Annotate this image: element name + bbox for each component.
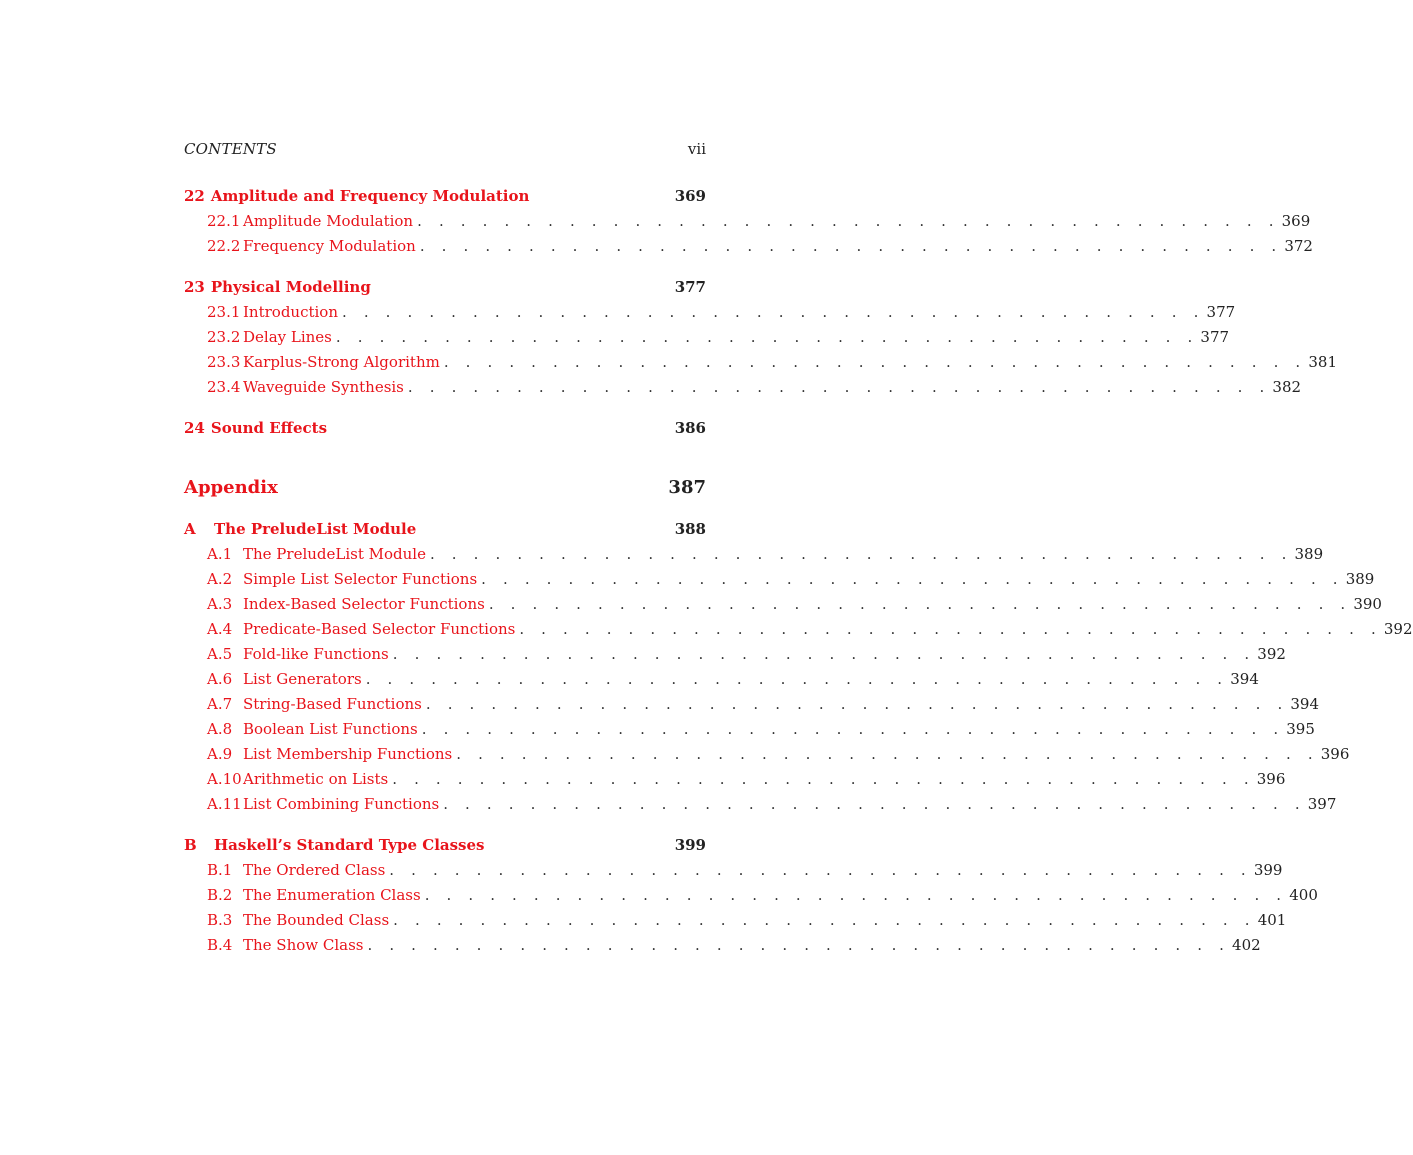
section-page: 392 bbox=[1383, 620, 1413, 638]
chapter-title[interactable]: The PreludeList Module bbox=[214, 520, 417, 538]
section-number: A.8 bbox=[207, 720, 233, 738]
toc-appendix-b bbox=[184, 833, 1318, 958]
leader-dots: . . . . . . . . . . . . . . . . . . . . . . . . . . . . . . . . . . . . . . . . bbox=[481, 570, 1344, 588]
chapter-page: 369 bbox=[674, 187, 706, 205]
section-title[interactable]: The PreludeList Module bbox=[243, 545, 426, 563]
section-title[interactable]: List Generators bbox=[243, 670, 362, 688]
section-entry[interactable] bbox=[184, 209, 1311, 234]
section-entry[interactable] bbox=[184, 667, 1259, 692]
section-number: A.10 bbox=[207, 770, 242, 788]
chapter-title[interactable]: Amplitude and Frequency Modulation bbox=[210, 187, 530, 205]
chapter-number: 23 bbox=[184, 278, 205, 296]
section-entry[interactable] bbox=[184, 717, 1315, 742]
leader-dots: . . . . . . . . . . . . . . . . . . . . . . . . . . . . . . . . . . . . . . . . bbox=[367, 936, 1231, 954]
toc-part-appendix bbox=[184, 473, 706, 503]
section-title[interactable]: The Ordered Class bbox=[243, 861, 386, 879]
section-number: A.2 bbox=[207, 570, 233, 588]
section-number: A.3 bbox=[207, 595, 233, 613]
section-entry[interactable] bbox=[184, 792, 1337, 817]
leader-dots: . . . . . . . . . . . . . . . . . . . . . . . . . . . . . . . . . . . . . . . . bbox=[392, 645, 1256, 663]
section-entry[interactable] bbox=[184, 933, 1261, 958]
leader-dots: . . . . . . . . . . . . . . . . . . . . . . . . . . . . . . . . . . . . . . . . bbox=[424, 886, 1288, 904]
section-title[interactable]: Introduction bbox=[243, 303, 338, 321]
section-page: 394 bbox=[1290, 695, 1320, 713]
section-number: B.4 bbox=[207, 936, 233, 954]
section-page: 377 bbox=[1206, 303, 1236, 321]
section-title[interactable]: String-Based Functions bbox=[243, 695, 422, 713]
section-page: 401 bbox=[1257, 911, 1287, 929]
section-entry[interactable] bbox=[184, 767, 1286, 792]
running-head-page-number: vii bbox=[687, 140, 706, 158]
section-entry[interactable] bbox=[184, 742, 1350, 767]
part-title[interactable]: Appendix bbox=[184, 477, 278, 498]
section-page: 389 bbox=[1294, 545, 1324, 563]
section-page: 400 bbox=[1289, 886, 1318, 904]
section-title[interactable]: Fold-like Functions bbox=[243, 645, 389, 663]
section-title[interactable]: Index-Based Selector Functions bbox=[243, 595, 485, 613]
section-page: 402 bbox=[1232, 936, 1261, 954]
chapter-entry[interactable] bbox=[184, 517, 706, 542]
section-number: B.1 bbox=[207, 861, 233, 879]
section-entry[interactable] bbox=[184, 617, 1413, 642]
section-number: A.9 bbox=[207, 745, 233, 763]
section-page: 394 bbox=[1230, 670, 1259, 688]
section-page: 369 bbox=[1281, 212, 1311, 230]
toc-chapter-23 bbox=[184, 275, 1337, 400]
section-title[interactable]: Frequency Modulation bbox=[243, 237, 416, 255]
chapter-title[interactable]: Physical Modelling bbox=[210, 278, 371, 296]
section-entry[interactable] bbox=[184, 858, 1283, 883]
leader-dots: . . . . . . . . . . . . . . . . . . . . . . . . . . . . . . . . . . . . . . . . bbox=[443, 353, 1307, 371]
leader-dots: . . . . . . . . . . . . . . . . . . . . . . . . . . . . . . . . . . . . . . . . bbox=[392, 770, 1255, 788]
part-page: 387 bbox=[668, 477, 706, 498]
section-page: 395 bbox=[1286, 720, 1315, 738]
chapter-number: 24 bbox=[184, 419, 205, 437]
chapter-page: 388 bbox=[674, 520, 706, 538]
section-title[interactable]: Waveguide Synthesis bbox=[243, 378, 404, 396]
leader-dots: . . . . . . . . . . . . . . . . . . . . . . . . . . . . . . . . . . . . . . . . bbox=[421, 720, 1285, 738]
section-title[interactable]: Predicate-Based Selector Functions bbox=[243, 620, 516, 638]
chapter-number: 22 bbox=[184, 187, 205, 205]
leader-dots: . . . . . . . . . . . . . . . . . . . . . . . . . . . . . . . . . . . . . . . . bbox=[365, 670, 1229, 688]
section-entry[interactable] bbox=[184, 592, 1382, 617]
chapter-entry[interactable] bbox=[184, 833, 706, 858]
section-title[interactable]: The Enumeration Class bbox=[243, 886, 421, 904]
chapter-entry[interactable] bbox=[184, 416, 706, 441]
leader-dots: . . . . . . . . . . . . . . . . . . . . . . . . . . . . . . . . . . . . . . . . bbox=[407, 378, 1271, 396]
leader-dots: . . . . . . . . . . . . . . . . . . . . . . . . . . . . . . . . . . . . . . . . bbox=[342, 303, 1205, 321]
section-number: 23.4 bbox=[207, 378, 241, 396]
section-number: B.2 bbox=[207, 886, 233, 904]
section-number: B.3 bbox=[207, 911, 233, 929]
section-page: 381 bbox=[1308, 353, 1337, 371]
section-title[interactable]: Simple List Selector Functions bbox=[243, 570, 478, 588]
section-entry[interactable] bbox=[184, 300, 1236, 325]
leader-dots: . . . . . . . . . . . . . . . . . . . . . . . . . . . . . . . . . . . . . . . . bbox=[429, 545, 1293, 563]
chapter-title[interactable]: Haskell’s Standard Type Classes bbox=[214, 836, 485, 854]
chapter-title[interactable]: Sound Effects bbox=[210, 419, 328, 437]
section-entry[interactable] bbox=[184, 350, 1337, 375]
section-entry[interactable] bbox=[184, 325, 1230, 350]
chapter-page: 377 bbox=[674, 278, 706, 296]
section-page: 397 bbox=[1307, 795, 1337, 813]
part-entry[interactable] bbox=[184, 473, 706, 503]
section-entry[interactable] bbox=[184, 234, 1313, 259]
leader-dots: . . . . . . . . . . . . . . . . . . . . . . . . . . . . . . . . . . . . . . . . bbox=[443, 795, 1306, 813]
toc-chapter-24 bbox=[184, 416, 706, 441]
section-number: 23.3 bbox=[207, 353, 241, 371]
section-number: A.7 bbox=[207, 695, 233, 713]
section-page: 389 bbox=[1345, 570, 1375, 588]
section-number: 22.2 bbox=[207, 237, 241, 255]
leader-dots: . . . . . . . . . . . . . . . . . . . . . . . . . . . . . . . . . . . . . . . . bbox=[425, 695, 1289, 713]
section-number: A.11 bbox=[207, 795, 242, 813]
section-title[interactable]: The Bounded Class bbox=[243, 911, 390, 929]
leader-dots: . . . . . . . . . . . . . . . . . . . . . . . . . . . . . . . . . . . . . . . . bbox=[417, 212, 1280, 230]
chapter-page: 386 bbox=[674, 419, 706, 437]
leader-dots: . . . . . . . . . . . . . . . . . . . . . . . . . . . . . . . . . . . . . . . . bbox=[419, 237, 1283, 255]
section-entry[interactable] bbox=[184, 908, 1287, 933]
section-page: 396 bbox=[1320, 745, 1350, 763]
leader-dots: . . . . . . . . . . . . . . . . . . . . . . . . . . . . . . . . . . . . . . . . bbox=[389, 861, 1252, 879]
chapter-number: A bbox=[184, 520, 196, 538]
section-title[interactable]: List Membership Functions bbox=[243, 745, 453, 763]
leader-dots: . . . . . . . . . . . . . . . . . . . . . . . . . . . . . . . . . . . . . . . . bbox=[393, 911, 1256, 929]
section-title[interactable]: The Show Class bbox=[243, 936, 364, 954]
chapter-number: B bbox=[184, 836, 197, 854]
leader-dots: . . . . . . . . . . . . . . . . . . . . . . . . . . . . . . . . . . . . . . . . bbox=[488, 595, 1352, 613]
section-entry[interactable] bbox=[184, 642, 1286, 667]
section-page: 396 bbox=[1256, 770, 1286, 788]
chapter-page: 399 bbox=[674, 836, 706, 854]
section-page: 372 bbox=[1284, 237, 1313, 255]
section-entry[interactable] bbox=[184, 567, 1375, 592]
section-title[interactable]: Karplus-Strong Algorithm bbox=[243, 353, 440, 371]
toc-appendix-a bbox=[184, 517, 1413, 817]
leader-dots: . . . . . . . . . . . . . . . . . . . . . . . . . . . . . . . . . . . . . . . . bbox=[519, 620, 1382, 638]
section-entry[interactable] bbox=[184, 692, 1320, 717]
section-entry[interactable] bbox=[184, 542, 1324, 567]
section-number: A.6 bbox=[207, 670, 233, 688]
section-title[interactable]: Boolean List Functions bbox=[243, 720, 418, 738]
section-title[interactable]: Arithmetic on Lists bbox=[243, 770, 389, 788]
chapter-entry[interactable] bbox=[184, 275, 706, 300]
section-title[interactable]: Amplitude Modulation bbox=[243, 212, 414, 230]
section-entry[interactable] bbox=[184, 883, 1318, 908]
leader-dots: . . . . . . . . . . . . . . . . . . . . . . . . . . . . . . . . . . . . . . . . bbox=[456, 745, 1319, 763]
toc-chapter-22 bbox=[184, 184, 1313, 259]
section-number: A.5 bbox=[207, 645, 233, 663]
running-head-title: CONTENTS bbox=[184, 140, 277, 158]
section-number: A.4 bbox=[207, 620, 233, 638]
section-number: 23.1 bbox=[207, 303, 241, 321]
section-page: 392 bbox=[1257, 645, 1286, 663]
section-page: 377 bbox=[1200, 328, 1230, 346]
running-head bbox=[184, 140, 706, 164]
section-page: 399 bbox=[1253, 861, 1283, 879]
section-number: 22.1 bbox=[207, 212, 241, 230]
section-number: 23.2 bbox=[207, 328, 241, 346]
section-entry[interactable] bbox=[184, 375, 1302, 400]
section-page: 382 bbox=[1272, 378, 1302, 396]
section-title[interactable]: List Combining Functions bbox=[243, 795, 440, 813]
section-title[interactable]: Delay Lines bbox=[243, 328, 332, 346]
section-number: A.1 bbox=[207, 545, 233, 563]
chapter-entry[interactable] bbox=[184, 184, 706, 209]
leader-dots: . . . . . . . . . . . . . . . . . . . . . . . . . . . . . . . . . . . . . . . . bbox=[335, 328, 1199, 346]
section-page: 390 bbox=[1353, 595, 1382, 613]
